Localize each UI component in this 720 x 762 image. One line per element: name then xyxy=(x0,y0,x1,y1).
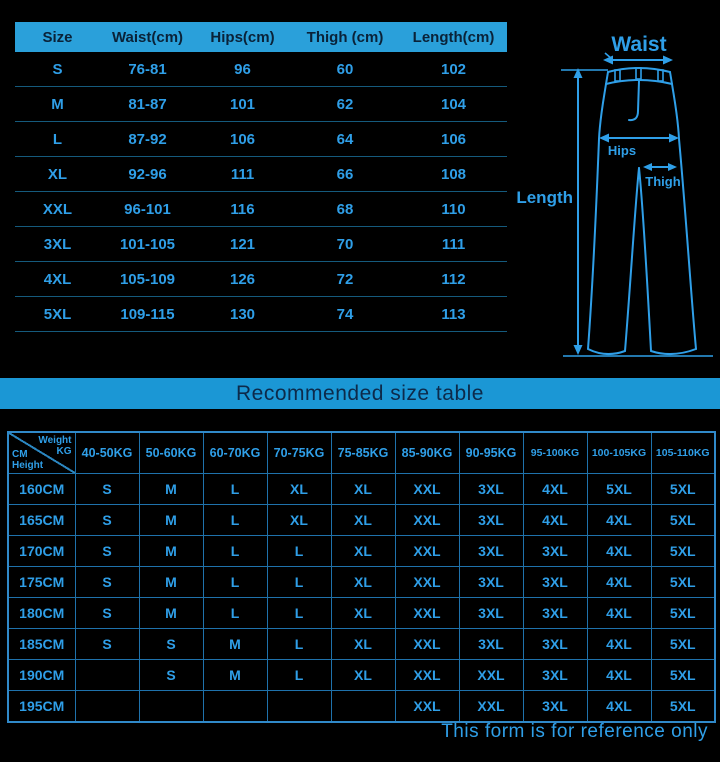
size-value-cell: M xyxy=(139,505,203,536)
measure-cell: 121 xyxy=(229,235,256,253)
size-value-cell xyxy=(331,691,395,723)
size-cell: 3XL xyxy=(43,235,72,253)
size-value-cell: XL xyxy=(331,536,395,567)
height-header: 165CM xyxy=(8,505,75,536)
size-value-cell: XXL xyxy=(395,598,459,629)
height-header: 160CM xyxy=(8,474,75,505)
weight-header: 70-75KG xyxy=(267,432,331,474)
size-value-cell: XXL xyxy=(395,660,459,691)
size-value-cell xyxy=(75,691,139,723)
belt-loop xyxy=(658,70,663,81)
weight-header: 105-110KG xyxy=(651,432,715,474)
corner-cell xyxy=(8,432,75,474)
size-value-cell xyxy=(75,660,139,691)
size-value-cell: 4XL xyxy=(523,505,587,536)
size-cell: 5XL xyxy=(43,305,72,323)
header-thigh: Thigh (cm) xyxy=(306,28,384,46)
length-arrow-bottom xyxy=(574,345,583,355)
measure-cell: 87-92 xyxy=(128,130,167,148)
size-value-cell: XL xyxy=(331,474,395,505)
weight-header: 90-95KG xyxy=(459,432,523,474)
measure-cell: 110 xyxy=(441,200,466,218)
measure-cell: 101-105 xyxy=(119,235,176,253)
size-value-cell: 3XL xyxy=(523,691,587,723)
size-value-cell: XXL xyxy=(395,691,459,723)
header-length: Length(cm) xyxy=(412,28,495,46)
size-value-cell: L xyxy=(267,536,331,567)
size-table-row xyxy=(15,157,507,192)
rec-table-row xyxy=(8,505,715,536)
size-table-row xyxy=(15,192,507,227)
height-header: 175CM xyxy=(8,567,75,598)
waist-arrow-right xyxy=(663,56,673,65)
corner-weight-label: Weight KG xyxy=(38,435,72,457)
measure-cell: 60 xyxy=(336,60,354,78)
size-value-cell: XL xyxy=(331,629,395,660)
measure-cell: 130 xyxy=(229,305,256,323)
measure-cell: 113 xyxy=(441,305,466,323)
size-cell: 4XL xyxy=(43,270,72,288)
size-value-cell: XXL xyxy=(395,629,459,660)
fly-line xyxy=(629,81,639,120)
size-value-cell: XL xyxy=(331,567,395,598)
height-header: 170CM xyxy=(8,536,75,567)
measure-cell: 104 xyxy=(440,95,467,113)
reference-note: This form is for reference only xyxy=(441,721,708,742)
size-value-cell: 5XL xyxy=(651,598,715,629)
size-value-cell: S xyxy=(75,567,139,598)
size-table-row xyxy=(15,262,507,297)
measure-cell: 62 xyxy=(336,95,354,113)
measure-cell: 108 xyxy=(440,165,467,183)
recommended-size-table xyxy=(7,431,716,723)
rec-header-row xyxy=(8,432,715,474)
measure-cell: 76-81 xyxy=(128,60,167,78)
measure-cell: 96-101 xyxy=(124,200,171,218)
size-table-rows xyxy=(15,52,507,332)
size-value-cell: 3XL xyxy=(523,660,587,691)
measure-cell: 112 xyxy=(441,270,466,288)
pants-left-outline xyxy=(588,84,606,349)
size-cell: M xyxy=(51,95,64,113)
weight-header: 50-60KG xyxy=(139,432,203,474)
weight-header: 85-90KG xyxy=(395,432,459,474)
size-value-cell: 3XL xyxy=(459,505,523,536)
height-header: 195CM xyxy=(8,691,75,723)
hips-arrow-left xyxy=(599,134,609,143)
corner-height-label: CM Height xyxy=(12,449,44,471)
size-value-cell: XL xyxy=(331,660,395,691)
measure-cell: 68 xyxy=(336,200,354,218)
size-value-cell: M xyxy=(139,474,203,505)
measure-cell: 126 xyxy=(229,270,256,288)
measure-cell: 106 xyxy=(229,130,256,148)
measure-cell: 74 xyxy=(336,305,354,323)
size-value-cell: M xyxy=(139,567,203,598)
size-value-cell: 3XL xyxy=(523,567,587,598)
size-value-cell: 4XL xyxy=(587,505,651,536)
size-table-row xyxy=(15,227,507,262)
size-value-cell: XXL xyxy=(395,567,459,598)
size-value-cell: M xyxy=(139,598,203,629)
size-value-cell: L xyxy=(267,629,331,660)
size-value-cell xyxy=(267,691,331,723)
size-value-cell: XL xyxy=(267,474,331,505)
measure-cell: 81-87 xyxy=(128,95,167,113)
size-value-cell xyxy=(203,691,267,723)
weight-header: 100-105KG xyxy=(587,432,651,474)
size-value-cell: S xyxy=(139,629,203,660)
measure-cell: 102 xyxy=(440,60,467,78)
size-value-cell: 3XL xyxy=(459,598,523,629)
size-value-cell xyxy=(139,691,203,723)
pants-right-outline xyxy=(672,84,696,349)
height-header: 190CM xyxy=(8,660,75,691)
measure-cell: 116 xyxy=(230,200,255,218)
hips-label: Hips xyxy=(607,143,637,158)
rec-table-row xyxy=(8,660,715,691)
size-value-cell: S xyxy=(75,536,139,567)
size-value-cell: 3XL xyxy=(523,629,587,660)
size-value-cell: M xyxy=(203,629,267,660)
size-value-cell: S xyxy=(75,505,139,536)
measure-cell: 106 xyxy=(440,130,467,148)
size-value-cell: 4XL xyxy=(523,474,587,505)
measure-cell: 72 xyxy=(336,270,354,288)
size-table-row xyxy=(15,52,507,87)
weight-header: 95-100KG xyxy=(523,432,587,474)
size-value-cell: 5XL xyxy=(651,629,715,660)
size-value-cell: L xyxy=(267,598,331,629)
size-value-cell: XL xyxy=(331,598,395,629)
rec-table-row xyxy=(8,474,715,505)
measure-cell: 92-96 xyxy=(128,165,167,183)
size-value-cell: 5XL xyxy=(651,660,715,691)
size-table xyxy=(15,22,507,332)
weight-header: 60-70KG xyxy=(203,432,267,474)
length-label: Length xyxy=(516,188,573,207)
height-header: 180CM xyxy=(8,598,75,629)
size-value-cell: L xyxy=(267,567,331,598)
size-value-cell: 4XL xyxy=(587,598,651,629)
weight-header: 40-50KG xyxy=(75,432,139,474)
size-value-cell: 3XL xyxy=(459,474,523,505)
size-value-cell: S xyxy=(75,598,139,629)
banner-title: Recommended size table xyxy=(236,381,484,405)
weight-header: 75-85KG xyxy=(331,432,395,474)
size-value-cell: 4XL xyxy=(587,536,651,567)
measure-cell: 96 xyxy=(234,60,251,78)
rec-table-row xyxy=(8,629,715,660)
measure-cell: 70 xyxy=(336,235,354,253)
size-value-cell: 5XL xyxy=(651,536,715,567)
size-cell: XL xyxy=(47,165,68,183)
size-value-cell: XXL xyxy=(395,474,459,505)
measure-cell: 111 xyxy=(441,235,466,253)
size-value-cell: 3XL xyxy=(459,567,523,598)
size-value-cell: 4XL xyxy=(587,567,651,598)
waist-arrow-left xyxy=(603,56,613,65)
size-value-cell: L xyxy=(203,598,267,629)
size-value-cell: 4XL xyxy=(587,691,651,723)
size-table-row xyxy=(15,297,507,332)
size-value-cell: 3XL xyxy=(523,536,587,567)
hips-arrow-right xyxy=(669,134,679,143)
size-value-cell: 5XL xyxy=(587,474,651,505)
rec-table-row xyxy=(8,598,715,629)
size-value-cell: L xyxy=(203,505,267,536)
size-value-cell: 5XL xyxy=(651,691,715,723)
size-value-cell: S xyxy=(139,660,203,691)
header-size: Size xyxy=(42,28,73,46)
size-table-header xyxy=(15,22,507,52)
size-value-cell: S xyxy=(75,629,139,660)
size-value-cell: 3XL xyxy=(459,629,523,660)
size-value-cell: 4XL xyxy=(587,660,651,691)
size-value-cell: XXL xyxy=(395,505,459,536)
measure-cell: 111 xyxy=(230,165,255,183)
header-hips: Hips(cm) xyxy=(210,28,275,46)
size-value-cell: M xyxy=(139,536,203,567)
size-value-cell: 4XL xyxy=(587,629,651,660)
size-value-cell: L xyxy=(203,567,267,598)
header-waist: Waist(cm) xyxy=(111,28,184,46)
thigh-label: Thigh xyxy=(645,174,681,189)
rec-table-row xyxy=(8,567,715,598)
size-value-cell: L xyxy=(267,660,331,691)
belt-loop xyxy=(615,70,620,81)
rec-table-body xyxy=(8,474,715,723)
measure-cell: 64 xyxy=(336,130,354,148)
rec-table-row xyxy=(8,691,715,723)
banner xyxy=(0,378,720,409)
size-value-cell: XXL xyxy=(459,660,523,691)
size-table-row xyxy=(15,122,507,157)
size-cell: S xyxy=(52,60,63,78)
size-value-cell: 5XL xyxy=(651,474,715,505)
measure-cell: 66 xyxy=(336,165,354,183)
waist-label: Waist xyxy=(611,33,667,56)
size-table-row xyxy=(15,87,507,122)
size-value-cell: XL xyxy=(331,505,395,536)
pants-diagram xyxy=(515,15,720,367)
size-value-cell: M xyxy=(203,660,267,691)
size-value-cell: 3XL xyxy=(459,536,523,567)
belt-loop xyxy=(636,68,641,79)
size-value-cell: XL xyxy=(267,505,331,536)
size-value-cell: XXL xyxy=(395,536,459,567)
measure-cell: 109-115 xyxy=(120,305,175,323)
thigh-arrow-left xyxy=(643,163,652,171)
thigh-arrow-right xyxy=(668,163,677,171)
size-cell: XXL xyxy=(42,200,73,218)
size-cell: L xyxy=(52,130,63,148)
size-value-cell: S xyxy=(75,474,139,505)
size-value-cell: 3XL xyxy=(523,598,587,629)
size-value-cell: L xyxy=(203,536,267,567)
size-value-cell: L xyxy=(203,474,267,505)
size-value-cell: 5XL xyxy=(651,505,715,536)
height-header: 185CM xyxy=(8,629,75,660)
measure-cell: 101 xyxy=(229,95,256,113)
size-value-cell: XXL xyxy=(459,691,523,723)
measure-cell: 105-109 xyxy=(119,270,176,288)
rec-table-row xyxy=(8,536,715,567)
size-value-cell: 5XL xyxy=(651,567,715,598)
